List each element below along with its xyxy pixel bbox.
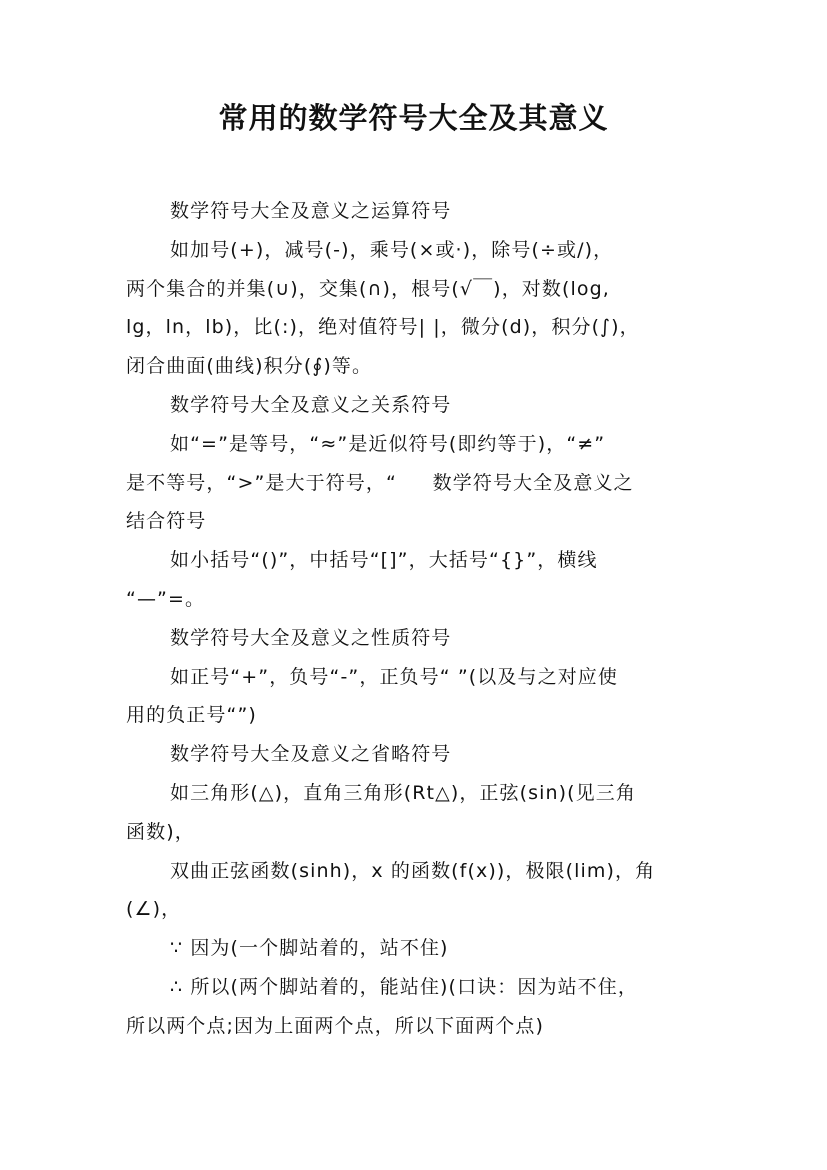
text-line: 函数)， [126, 820, 195, 843]
text-line: 如正号“+”，负号“-”，正负号“ ”(以及与之对应使 [170, 665, 618, 688]
text-line: 结合符号 [126, 510, 207, 533]
text-line: 数学符号大全及意义之性质符号 [170, 626, 452, 649]
text-line: 如三角形(△)，直角三角形(Rt△)，正弦(sin)(见三角 [170, 781, 636, 804]
document-body [126, 192, 718, 1046]
text-line: lg，ln，lb)，比(:)，绝对值符号| |，微分(d)，积分(∫)， [126, 316, 640, 339]
text-line: 双曲正弦函数(sinh)，x 的函数(f(x))，极限(lim)，角 [170, 859, 656, 882]
text-line: 数学符号大全及意义之运算符号 [170, 200, 452, 222]
text-line: ∵ 因为(一个脚站着的，站不住) [170, 937, 449, 960]
text-line: 所以两个点;因为上面两个点，所以下面两个点) [126, 1014, 545, 1037]
document-title: 常用的数学符号大全及其意义 [218, 101, 609, 135]
text-line: 如小括号“()”，中括号“[]”，大括号“{}”，横线 [170, 549, 598, 572]
text-line: 是不等号，“>”是大于符号，“ 数学符号大全及意义之 [126, 471, 634, 494]
text-line: 数学符号大全及意义之关系符号 [170, 393, 452, 416]
text-line: 闭合曲面(曲线)积分(∮)等。 [126, 355, 373, 378]
text-line: ∴ 所以(两个脚站着的，能站住)(口诀：因为站不住， [170, 975, 638, 998]
text-line: “—”=。 [126, 587, 206, 610]
text-line: 两个集合的并集(∪)，交集(∩)，根号(√￣)，对数(log, [126, 277, 610, 300]
text-line: 如“=”是等号，“≈”是近似符号(即约等于)，“≠” [170, 432, 606, 455]
text-line: 如加号(+)，减号(-)，乘号(×或·)，除号(÷或/)， [170, 238, 614, 261]
text-line: 数学符号大全及意义之省略符号 [170, 743, 452, 766]
text-line: (∠)， [126, 898, 182, 921]
text-line: 用的负正号“”) [126, 704, 257, 727]
